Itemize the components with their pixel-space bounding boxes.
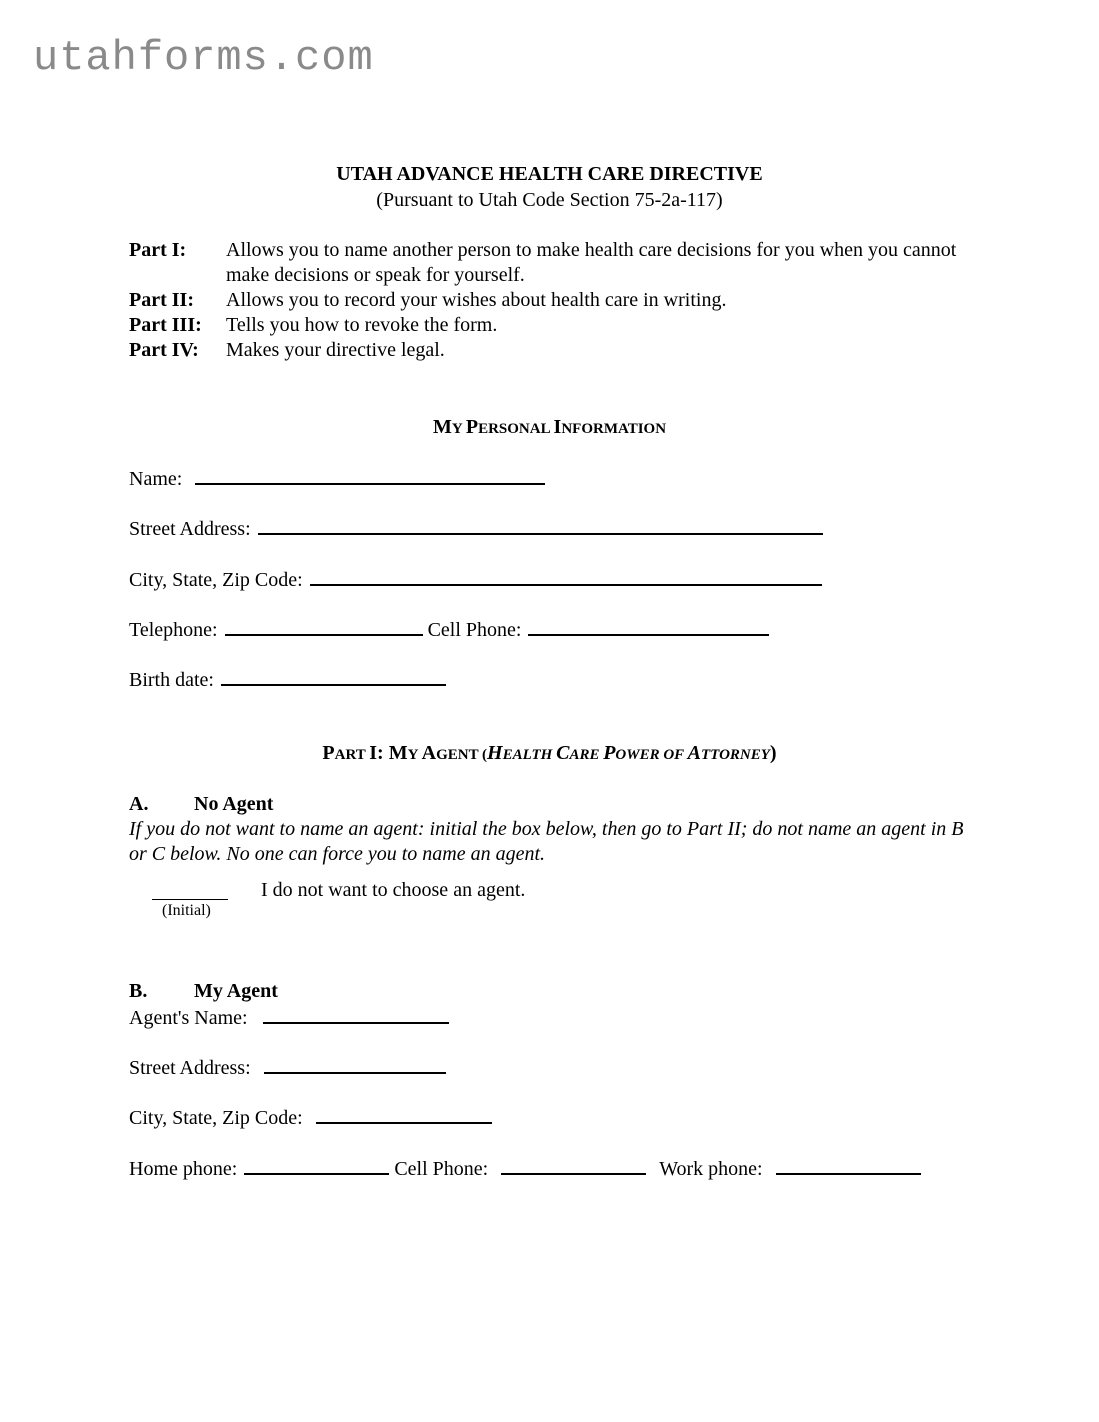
birth-field-row <box>129 666 446 693</box>
home-phone-input-line[interactable] <box>244 1155 389 1175</box>
street-field-row <box>129 515 823 542</box>
agent-street-label: Street Address: <box>129 1057 251 1079</box>
telephone-label: Telephone: <box>129 619 218 641</box>
agent-cell-phone-label: Cell Phone: <box>394 1158 489 1180</box>
part-description: Tells you how to revoke the form. <box>226 314 498 336</box>
no-agent-statement: I do not want to choose an agent. <box>261 879 526 901</box>
part-label: Part IV: <box>129 339 199 361</box>
agent-street-input-line[interactable] <box>264 1054 446 1074</box>
name-field-row <box>129 465 545 492</box>
part-description: Allows you to record your wishes about health care in writing. <box>226 289 727 311</box>
agent-cell-phone-input-line[interactable] <box>501 1155 646 1175</box>
name-label: Name: <box>129 468 183 490</box>
initial-input-line[interactable] <box>152 899 228 900</box>
initial-label: (Initial) <box>162 902 211 919</box>
street-input-line[interactable] <box>258 515 823 535</box>
part-row <box>129 238 969 288</box>
section-a-letter: A. <box>129 793 149 815</box>
telephone-input-line[interactable] <box>225 616 423 636</box>
work-phone-input-line[interactable] <box>776 1155 921 1175</box>
cell-phone-input-line[interactable] <box>528 616 769 636</box>
part-row <box>129 288 969 313</box>
street-label: Street Address: <box>129 518 251 540</box>
work-phone-label: Work phone: <box>659 1158 763 1180</box>
agent-city-field-row <box>129 1104 492 1131</box>
city-label: City, State, Zip Code: <box>129 569 303 591</box>
phone-field-row <box>129 616 769 643</box>
part-description: Makes your directive legal. <box>226 339 445 361</box>
agent-name-label: Agent's Name: <box>129 1007 248 1029</box>
section-a-title: No Agent <box>194 793 274 815</box>
agent-street-field-row <box>129 1054 446 1081</box>
agent-name-input-line[interactable] <box>263 1004 449 1024</box>
personal-info-heading: MY PERSONAL INFORMATION <box>432 416 667 438</box>
part-row <box>129 338 969 363</box>
page-title: UTAH ADVANCE HEALTH CARE DIRECTIVE <box>336 163 763 185</box>
section-a-instruction: If you do not want to name an agent: initial the box below, then go to Part II; do not name an agent in B or C below. No one can force you to name an agent. <box>129 818 964 865</box>
part-label: Part I: <box>129 239 187 261</box>
part-label: Part III: <box>129 314 202 336</box>
part-label: Part II: <box>129 289 194 311</box>
agent-city-label: City, State, Zip Code: <box>129 1107 303 1129</box>
birth-date-input-line[interactable] <box>221 666 446 686</box>
part-description: Allows you to name another person to make health care decisions for you when you cannot make decisions or speak for yourself. <box>226 239 957 286</box>
city-field-row <box>129 566 822 593</box>
watermark-logo: utahforms.com <box>33 34 374 82</box>
section-b-title: My Agent <box>194 980 278 1002</box>
cell-phone-label: Cell Phone: <box>427 619 522 641</box>
agent-city-input-line[interactable] <box>316 1104 492 1124</box>
part1-heading: PART I: MY AGENT (HEALTH CARE POWER OF ATTORNEY) <box>322 742 777 764</box>
agent-phone-field-row <box>129 1155 921 1182</box>
agent-name-field-row <box>129 1004 449 1031</box>
name-input-line[interactable] <box>195 465 545 485</box>
parts-overview <box>129 238 969 363</box>
page-subtitle: (Pursuant to Utah Code Section 75-2a-117) <box>376 189 723 211</box>
city-input-line[interactable] <box>310 566 822 586</box>
home-phone-label: Home phone: <box>129 1158 238 1180</box>
birth-date-label: Birth date: <box>129 669 214 691</box>
section-b-letter: B. <box>129 980 148 1002</box>
part-row <box>129 313 969 338</box>
